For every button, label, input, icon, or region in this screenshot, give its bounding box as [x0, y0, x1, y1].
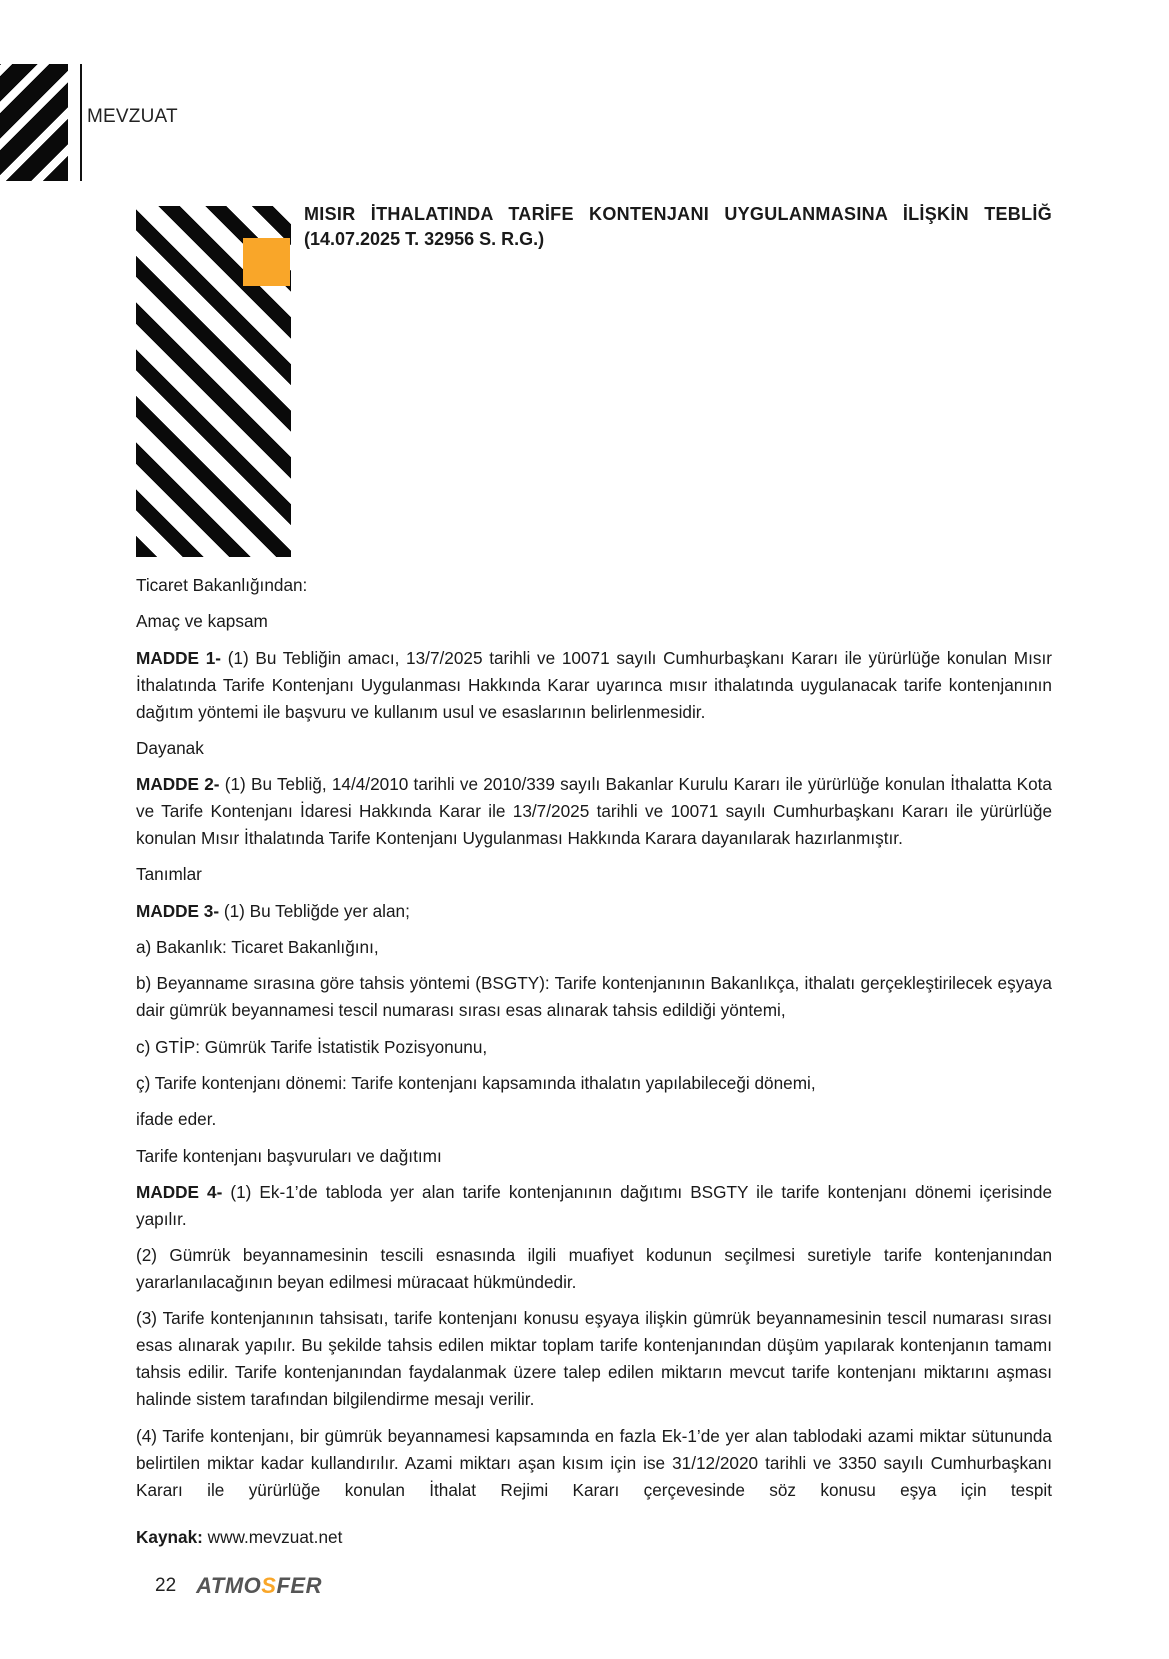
definition-item: c) GTİP: Gümrük Tarife İstatistik Pozisyonunu, — [136, 1036, 488, 1057]
brand-logo: ATMOSFER — [196, 1573, 322, 1598]
sub-clause: (2) Gümrük beyannamesinin tescili esnasında ilgili muafiyet kodunun seçilmesi suretiyle tarife kontenjanından yararlanılacağının beyan edilmesi müracaat hükmündedir. — [136, 1245, 1052, 1293]
article-body — [136, 572, 1052, 1513]
accent-square — [243, 238, 290, 286]
article-clause: MADDE 1- (1) Bu Tebliğin amacı, 13/7/2025 tarihli ve 10071 sayılı Cumhurbaşkanı Kararı ile yürürlüğe konulan Mısır İthalatında Tarife Kontenjanı Uygulanması Hakkında Karar uyarınca mısır ithalatında uygulanacak tarife kontenjanının dağıtım yöntemi ile başvuru ve kullanım usul ve esaslarının belirlenmesidir. — [136, 647, 1052, 722]
page-footer — [155, 1573, 322, 1599]
article-clause: MADDE 2- (1) Bu Tebliğ, 14/4/2010 tarihli ve 2010/339 sayılı Bakanlar Kurulu Kararı ile yürürlüğe konulan İthalatta Kota ve Tarife Kontenjanı İdaresi Hakkında Karar ile 13/7/2025 tarihli ve 10071 sayılı Cumhurbaşkanı Kararı ile yürürlüğe konulan Mısır İthalatında Tarife Kontenjanı Uygulanması Hakkında Karara dayanılarak hazırlanmıştır. — [136, 774, 1052, 849]
header-stripes-decoration — [0, 64, 68, 181]
section-heading: Amaç ve kapsam — [136, 611, 268, 632]
header-divider — [80, 64, 82, 181]
section-heading: Tarife kontenjanı başvuruları ve dağıtımı — [136, 1145, 442, 1166]
article-title: MISIR İTHALATINDA TARİFE KONTENJANI UYGULANMASINA İLİŞKİN TEBLİĞ — [304, 204, 1052, 224]
article-clause: MADDE 4- (1) Ek-1’de tabloda yer alan tarife kontenjanının dağıtımı BSGTY ile tarife kontenjanı dönemi içerisinde yapılır. — [136, 1181, 1052, 1229]
page-number: 22 — [155, 1575, 177, 1596]
definition-item: a) Bakanlık: Ticaret Bakanlığını, — [136, 937, 379, 958]
paragraph: Ticaret Bakanlığından: — [136, 575, 308, 595]
article-subtitle: (14.07.2025 T. 32956 S. R.G.) — [304, 229, 545, 249]
definition-item: ç) Tarife kontenjanı dönemi: Tarife kontenjanı kapsamında ithalatın yapılabileceği dönemi, — [136, 1072, 816, 1093]
section-label: MEVZUAT — [87, 106, 178, 127]
sub-clause: (3) Tarife kontenjanının tahsisatı, tarife kontenjanı konusu eşyaya ilişkin gümrük beyannamesinin tescil numarası sırası esas alınarak yapılır. Bu şekilde tahsis edilen miktar toplam tarife kontenjanından düşüm yapılarak kontenjanın tamamı tahsis edilir. Tarife kontenjanından faydalanmak üzere talep edilen miktarın mevcut tarife kontenjanı miktarını aşması halinde sistem tarafından bilgilendirme mesajı verilir. — [136, 1308, 1052, 1410]
source-line — [136, 1527, 342, 1548]
paragraph: ifade eder. — [136, 1109, 217, 1130]
section-heading: Dayanak — [136, 737, 204, 758]
section-heading: Tanımlar — [136, 864, 202, 885]
article-clause: MADDE 3- (1) Bu Tebliğde yer alan; — [136, 900, 410, 921]
source-label: Kaynak: — [136, 1527, 203, 1547]
definition-item: b) Beyanname sırasına göre tahsis yöntemi (BSGTY): Tarife kontenjanının Bakanlıkça, ithalatı gerçekleştirilecek eşyaya dair gümrük beyannamesi tescil numarası sırası esas alınarak tahsis edildiği yöntemi, — [136, 973, 1052, 1021]
source-link[interactable]: www.mevzuat.net — [202, 1527, 343, 1547]
sub-clause: (4) Tarife kontenjanı, bir gümrük beyannamesi kapsamında en fazla Ek-1’de yer alan tablodaki azami miktar sütununda belirtilen miktar kadar kullandırılır. Azami miktarı aşan kısım için ise 31/12/2020 tarihli ve 3350 sayılı Cumhurbaşkanı Kararı ile yürürlüğe konulan İthalat Rejimi Kararı çerçevesinde söz konusu eşya için tespit — [136, 1425, 1052, 1500]
